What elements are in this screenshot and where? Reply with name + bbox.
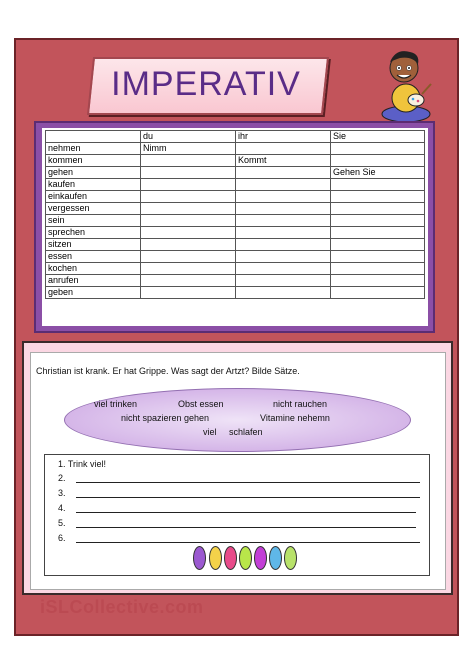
verb-cell: sein [46,215,141,227]
ihr-cell[interactable] [236,179,331,191]
table-row [46,191,425,203]
word-chip: viel [203,427,217,437]
header-cell: ihr [236,131,331,143]
word-chip: Obst essen [178,399,224,409]
sie-cell[interactable] [331,239,425,251]
ihr-cell[interactable] [236,275,331,287]
table-row [46,239,425,251]
table-row [46,275,425,287]
answer-line-5[interactable] [76,527,416,528]
du-cell[interactable] [141,227,236,239]
verb-cell: sitzen [46,239,141,251]
table-row [46,179,425,191]
line-number: 1. [58,459,66,469]
du-cell[interactable] [141,167,236,179]
ihr-cell[interactable] [236,191,331,203]
word-chip: nicht rauchen [273,399,328,409]
verb-cell: kochen [46,263,141,275]
ihr-cell[interactable] [236,263,331,275]
header-cell: Sie [331,131,425,143]
sie-cell[interactable] [331,203,425,215]
sie-cell[interactable] [331,179,425,191]
sie-cell[interactable] [331,191,425,203]
answer-line-6[interactable] [76,542,420,543]
answer-line-2[interactable] [76,482,420,483]
sie-cell[interactable] [331,275,425,287]
line-number: 2. [58,473,66,483]
ihr-cell[interactable] [236,227,331,239]
sie-cell[interactable] [331,155,425,167]
verb-cell: kaufen [46,179,141,191]
answer-line-4[interactable] [76,512,416,513]
answer-text[interactable]: Trink viel! [67,459,107,469]
easter-egg-icon [224,546,237,570]
du-cell[interactable] [141,179,236,191]
answer-box [44,454,430,576]
ihr-cell[interactable] [236,143,331,155]
word-chip: Vitamine nehemn [260,413,330,423]
verb-cell: einkaufen [46,191,141,203]
du-cell[interactable] [141,155,236,167]
line-number: 3. [58,488,66,498]
sie-cell[interactable] [331,263,425,275]
ihr-cell[interactable] [236,239,331,251]
word-chip: schlafen [229,427,263,437]
table-row [46,167,425,179]
easter-egg-icon [284,546,297,570]
ihr-cell[interactable] [236,167,331,179]
word-cloud [64,388,411,452]
easter-egg-icon [193,546,206,570]
du-cell[interactable] [141,251,236,263]
verb-cell: gehen [46,167,141,179]
header-cell: du [141,131,236,143]
easter-egg-icon [254,546,267,570]
answer-line-3[interactable] [76,497,420,498]
du-cell[interactable] [141,287,236,299]
watermark: iSLCollective.com [40,597,204,617]
easter-egg-icon [269,546,282,570]
sie-cell[interactable]: Gehen Sie [331,167,425,179]
header-cell [46,131,141,143]
du-cell[interactable] [141,239,236,251]
verb-cell: geben [46,287,141,299]
du-cell[interactable] [141,215,236,227]
easter-egg-icon [209,546,222,570]
table-row [46,203,425,215]
ihr-cell[interactable] [236,215,331,227]
verb-cell: sprechen [46,227,141,239]
child-illustration [376,44,436,124]
verb-cell: kommen [46,155,141,167]
conjugation-table [45,130,425,299]
table-row [46,155,425,167]
page-title: IMPERATIV [111,64,301,103]
du-cell[interactable] [141,203,236,215]
table-row [46,287,425,299]
ihr-cell[interactable]: Kommt [236,155,331,167]
sie-cell[interactable] [331,251,425,263]
sie-cell[interactable] [331,143,425,155]
table-row [46,227,425,239]
line-number: 4. [58,503,66,513]
verb-cell: nehmen [46,143,141,155]
du-cell[interactable]: Nimm [141,143,236,155]
sie-cell[interactable] [331,287,425,299]
answer-line-1 [58,459,106,469]
verb-cell: anrufen [46,275,141,287]
sie-cell[interactable] [331,215,425,227]
table-row [46,143,425,155]
verb-cell: essen [46,251,141,263]
line-number: 6. [58,533,66,543]
ihr-cell[interactable] [236,203,331,215]
sie-cell[interactable] [331,227,425,239]
du-cell[interactable] [141,275,236,287]
word-chip: viel trinken [94,399,138,409]
table-row [46,251,425,263]
table-row [46,215,425,227]
du-cell[interactable] [141,191,236,203]
word-chip: nicht spazieren gehen [121,413,210,423]
du-cell[interactable] [141,263,236,275]
ihr-cell[interactable] [236,287,331,299]
verb-cell: vergessen [46,203,141,215]
table-row [46,263,425,275]
table-header-row [46,131,425,143]
ihr-cell[interactable] [236,251,331,263]
line-number: 5. [58,518,66,528]
exercise-instruction: Christian ist krank. Er hat Grippe. Was sagt der Artzt? Bilde Sätze. [36,366,300,376]
easter-egg-icon [239,546,252,570]
